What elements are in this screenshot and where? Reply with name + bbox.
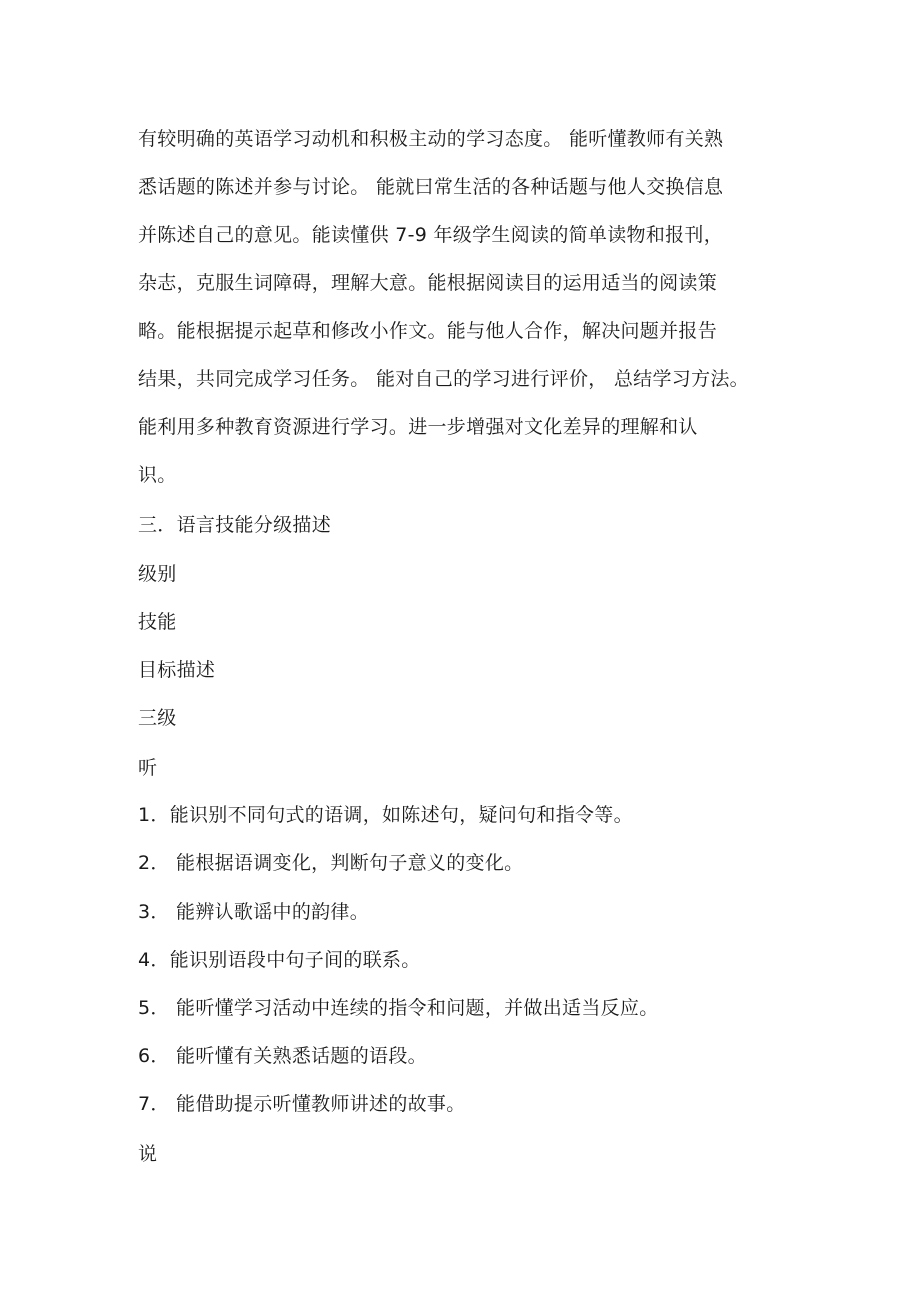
- list-item-6: 6． 能听懂有关熟悉话题的语段。: [138, 1045, 427, 1067]
- paragraph-line-7: 能利用多种教育资源进行学习。进一步增强对文化差异的理解和认: [138, 416, 698, 438]
- label-speak: 说: [138, 1143, 158, 1165]
- list-item-5: 5． 能听懂学习活动中连续的指令和问题，并做出适当反应。: [138, 997, 659, 1019]
- paragraph-line-8: 识。: [138, 464, 177, 486]
- list-item-4: 4．能识别语段中句子间的联系。: [138, 949, 421, 971]
- paragraph-line-3: 并陈述自己的意见。能读懂供 7-9 年级学生阅读的简单读物和报刊，: [138, 224, 724, 246]
- label-goal: 目标描述: [138, 659, 216, 681]
- list-item-2: 2． 能根据语调变化，判断句子意义的变化。: [138, 852, 524, 874]
- paragraph-line-6: 结果，共同完成学习任务。 能对自己的学习进行评价， 总结学习方法。: [138, 368, 749, 390]
- paragraph-line-2: 悉话题的陈述并参与讨论。 能就曰常生活的各种话题与他人交换信息: [138, 176, 724, 198]
- list-item-3: 3． 能辨认歌谣中的韵律。: [138, 901, 370, 923]
- list-item-7: 7． 能借助提示听懂教师讲述的故事。: [138, 1093, 466, 1115]
- label-skill: 技能: [138, 611, 177, 633]
- list-item-1: 1．能识别不同句式的语调，如陈述句，疑问句和指令等。: [138, 804, 633, 826]
- paragraph-line-1: 有较明确的英语学习动机和积极主动的学习态度。 能听懂教师有关熟: [138, 128, 724, 150]
- label-level: 级别: [138, 563, 177, 585]
- section-heading: 三．语言技能分级描述: [138, 514, 332, 536]
- paragraph-line-5: 略。能根据提示起草和修改小作文。能与他人合作，解决问题并报告: [138, 320, 718, 342]
- label-grade: 三级: [138, 707, 177, 729]
- label-listen: 听: [138, 757, 158, 779]
- paragraph-line-4: 杂志，克服生词障碍，理解大意。能根据阅读目的运用适当的阅读策: [138, 272, 718, 294]
